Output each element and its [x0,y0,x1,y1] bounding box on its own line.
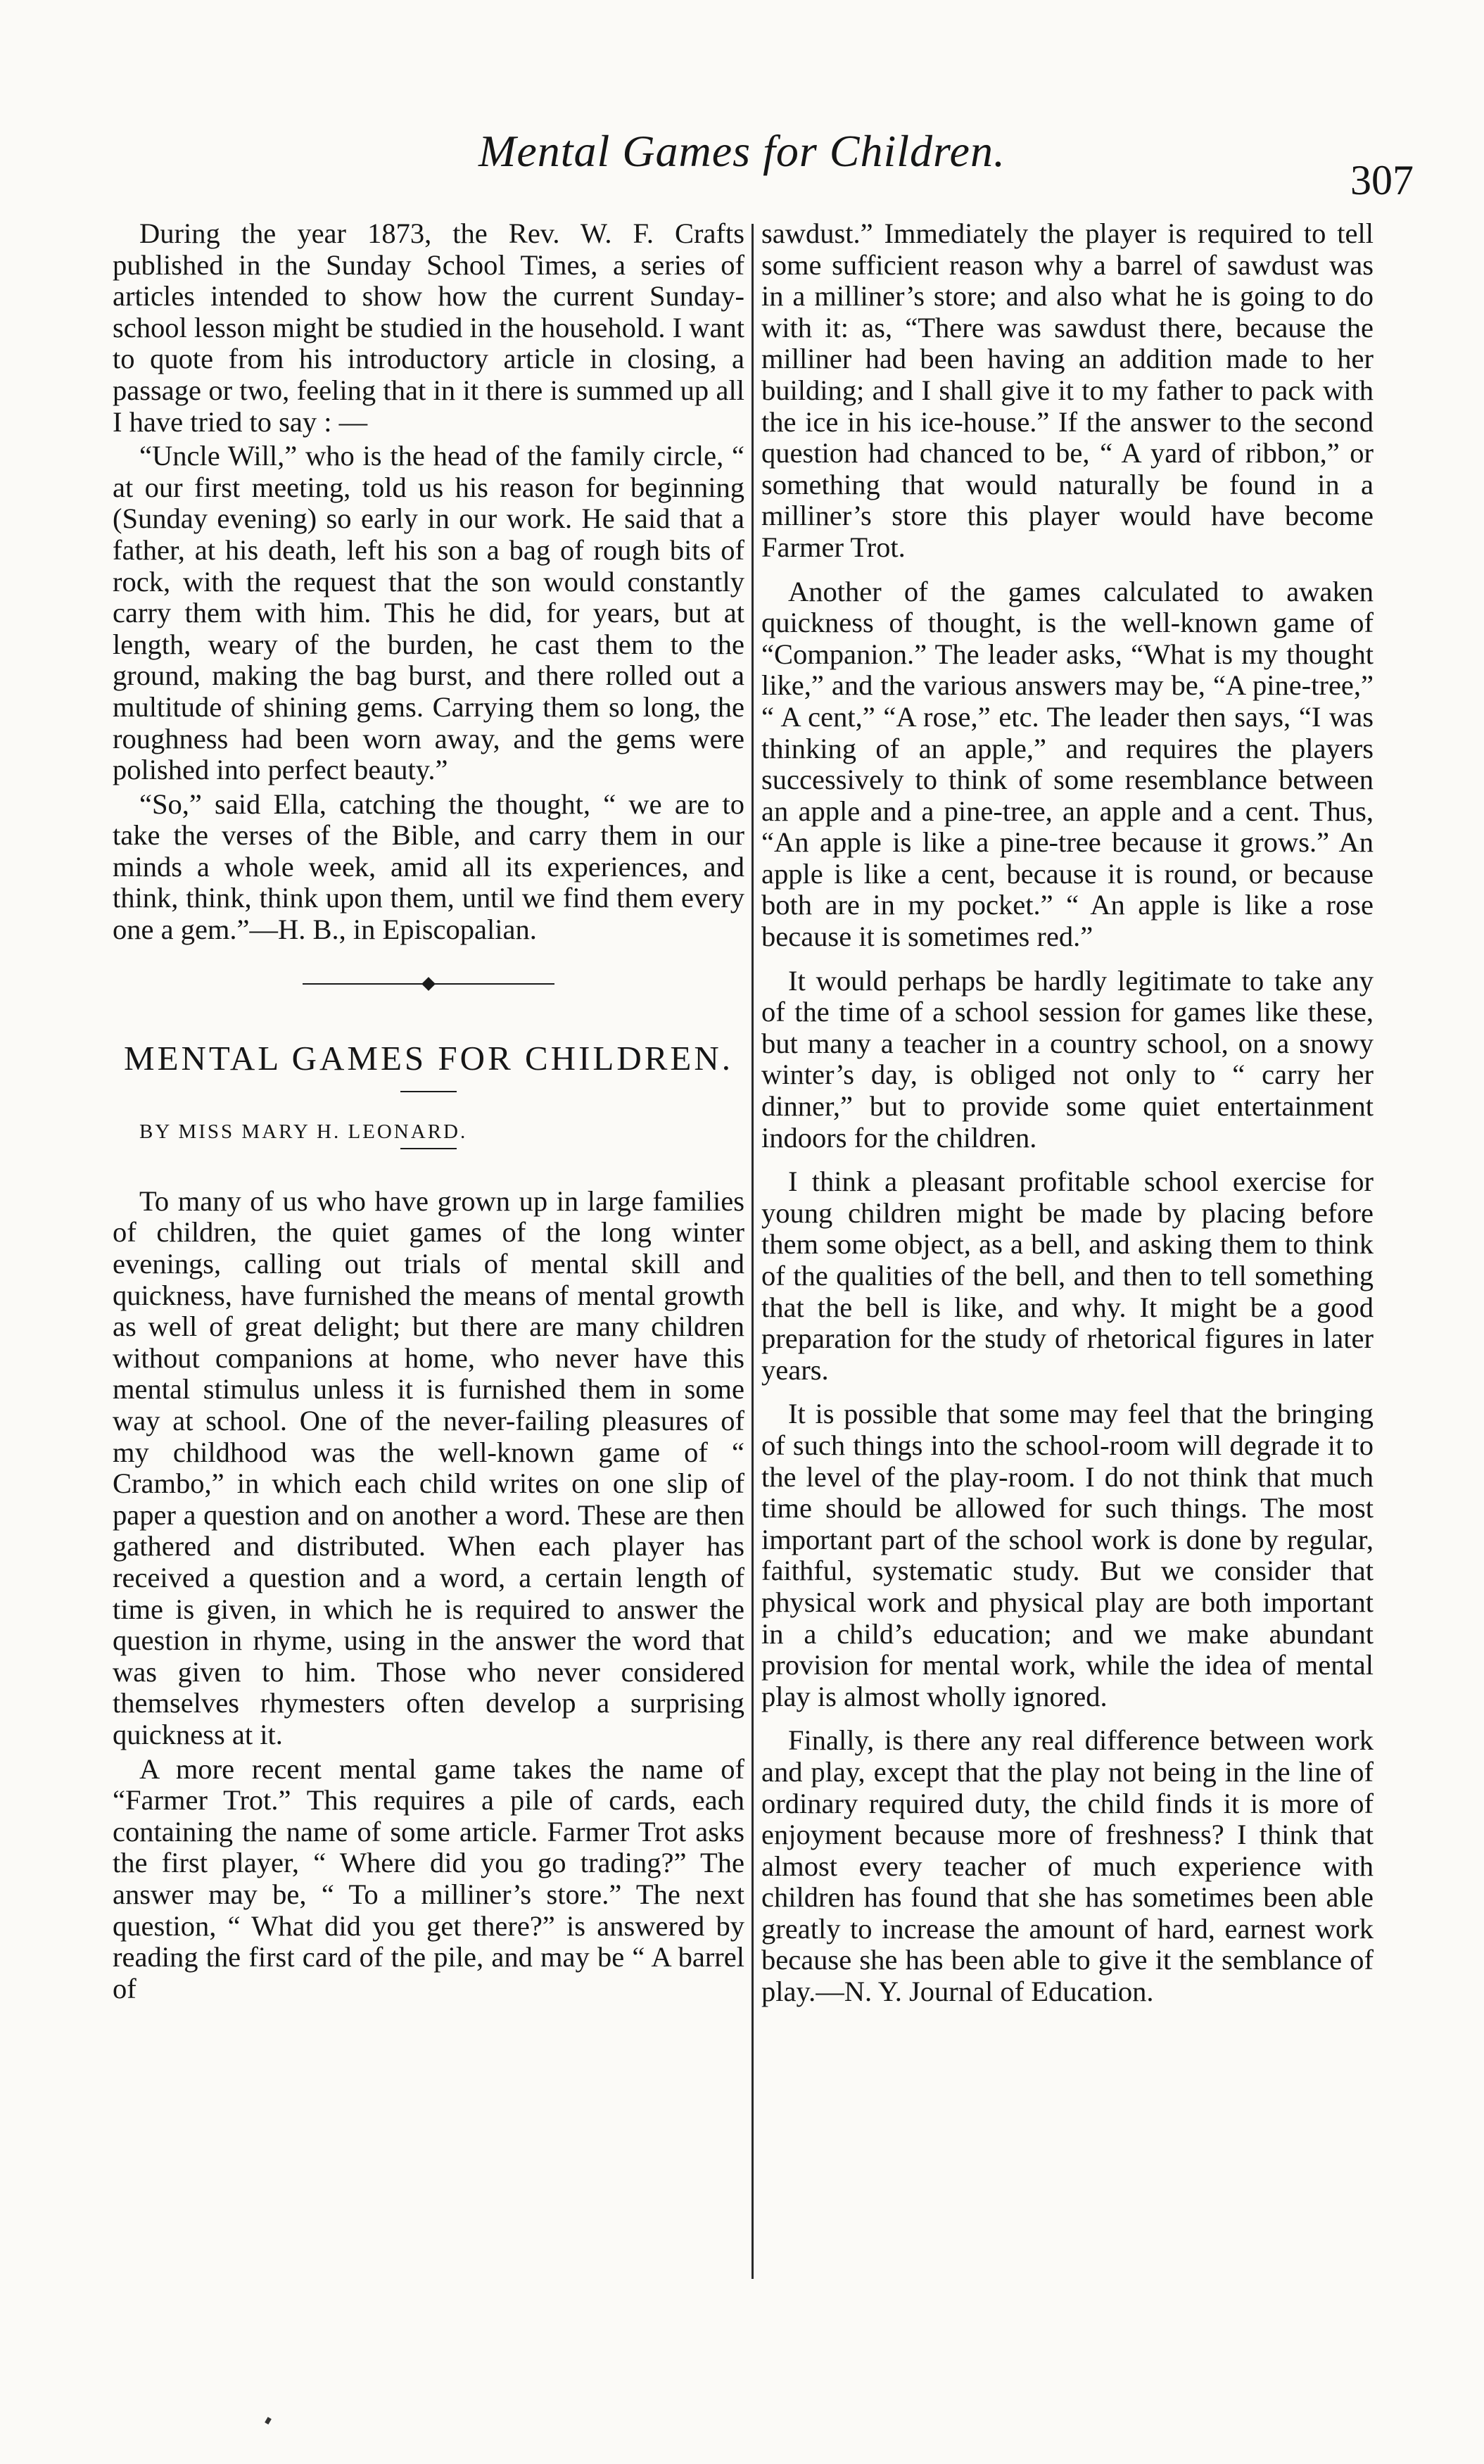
intro-paragraph-2: “Uncle Will,” who is the head of the family circle, “ at our first meeting, told us his reason for beginning (Sunday evening) so early in our work. He said that a father, at his death, left his son a bag of rough bits of rock, with the request that the son would constantly carry them with him. This he did, for years, but at length, weary of the burden, he cast them to the ground, making the bag burst, and there rolled out a multitude of shining gems. Carrying them so long, the roughness had been worn away, and the gems were polished into perfect beauty.” [113,440,744,786]
intro-paragraph-1: During the year 1873, the Rev. W. F. Crafts published in the Sunday School Times, a series of articles intended to show how the current Sunday-school lesson might be studied in the household. I want to quote from his introductory article in closing, a passage or two, feeling that in it there is summed up all I have tried to say : — [113,217,744,438]
body-paragraph-2: A more recent mental game takes the name of “Farmer Trot.” This requires a pile of cards, each containing the name of some article. Farmer Trot asks the first player, “ Where did you go trading?” The answer may be, “ To a milliner’s store.” The next question, “ What did you get there?” is answered by reading the first card of the pile, and may be “ A barrel of [113,1752,744,2004]
ornament-line-left [303,983,422,985]
byline: BY MISS MARY H. LEONARD. [139,1120,468,1144]
intro-paragraph-3: “So,” said Ella, catching the thought, “ we are to take the verses of the Bible, and carry them in our minds a whole week, amid all its experiences, and think, think, think upon them, until we find them every one a gem.”—H. B., in Episcopalian. [113,788,744,946]
right-paragraph-3: It would perhaps be hardly legitimate to take any of the time of a school session for games like these, but many a teacher in a country school, on a snowy winter’s day, is obliged not only to “ carry her dinner,” but to provide some quiet entertainment indoors for the children. [761,964,1374,1154]
ornament-diamond [421,977,436,991]
right-paragraph-2: Another of the games calculated to awaken quickness of thought, is the well-known game of “Companion.” The leader asks, “What is my thought like,” and the various answers may be, “A pine-tree,” “ A cent,” “A rose,” etc. The leader then says, “I was thinking of an apple,” and requires the players successively to think of some resemblance between an apple and a pine-tree, an apple and a cent. Thus, “An apple is like a pine-tree because it grows.” An apple is like a cent, because it is round, or because both are in my pocket.” “ An apple is like a rose because it is sometimes red.” [761,575,1374,953]
ornament-line-right [435,983,554,985]
byline-rule [400,1148,457,1149]
running-head: Mental Games for Children. [478,126,1006,176]
body-paragraph-1: To many of us who have grown up in large families of children, the quiet games of the long winter evenings, calling out trials of mental skill and quickness, have furnished the means of mental growth as well of great delight; but there are many children without companions at home, who never have this mental stimulus unless it is furnished them in some way at school. One of the never-failing pleasures of my childhood was the well-known game of “ Crambo,” in which each child writes on one slip of paper a question and on another a word. These are then gathered and distributed. When each player has received a question and a word, a certain length of time is given, in which he is required to answer the question in rhyme, using in the answer the word that was given to him. Those who never considered themselves rhymesters often develop a surprising quickness at it. [113,1184,744,1750]
right-paragraph-1: sawdust.” Immediately the player is required to tell some sufficient reason why a barrel of sawdust was in a milliner’s store; and also what he is going to do with it: as, “There was sawdust there, because the milliner had been having an addition made to her building; and I shall give it to my father to pack with the ice in his ice-house.” If the answer to the second question had chanced to be, “ A yard of ribbon,” or something that would naturally be found in a milliner’s store this player would have become Farmer Trot. [761,217,1374,563]
column-divider [751,224,754,2279]
left-column [113,218,744,2007]
article-title: MENTAL GAMES FOR CHILDREN. [124,1038,733,1078]
title-rule [400,1091,457,1092]
right-paragraph-5: It is possible that some may feel that the bringing of such things into the school-room will degrade it to the level of the play-room. I do not think that much time should be allowed for such things. The most important part of the school work is done by regular, faithful, systematic study. But we consider that physical work and physical play are both important in a child’s education; and we make abundant provision for mental work, while the idea of mental play is almost wholly ignored. [761,1398,1374,1712]
print-speck [265,2417,272,2425]
right-paragraph-4: I think a pleasant profitable school exercise for young children might be made by placing before them some object, as a bell, and asking them to think of the qualities of the bell, and then to tell something that the bell is like, and why. It might be a good preparation for the study of rhetorical figures in later years. [761,1165,1374,1386]
page-number: 307 [1350,157,1414,203]
section-ornament [113,977,744,991]
right-paragraph-6: Finally, is there any real difference between work and play, except that the play not being in the line of ordinary required duty, the child finds it is more of enjoyment because more of freshness? I think that almost every teacher of much experience with children has found that she has sometimes been able greatly to increase the amount of hard, earnest work because she has been able to give it the semblance of play.—N. Y. Journal of Education. [761,1724,1374,2008]
right-column [761,218,1374,2021]
